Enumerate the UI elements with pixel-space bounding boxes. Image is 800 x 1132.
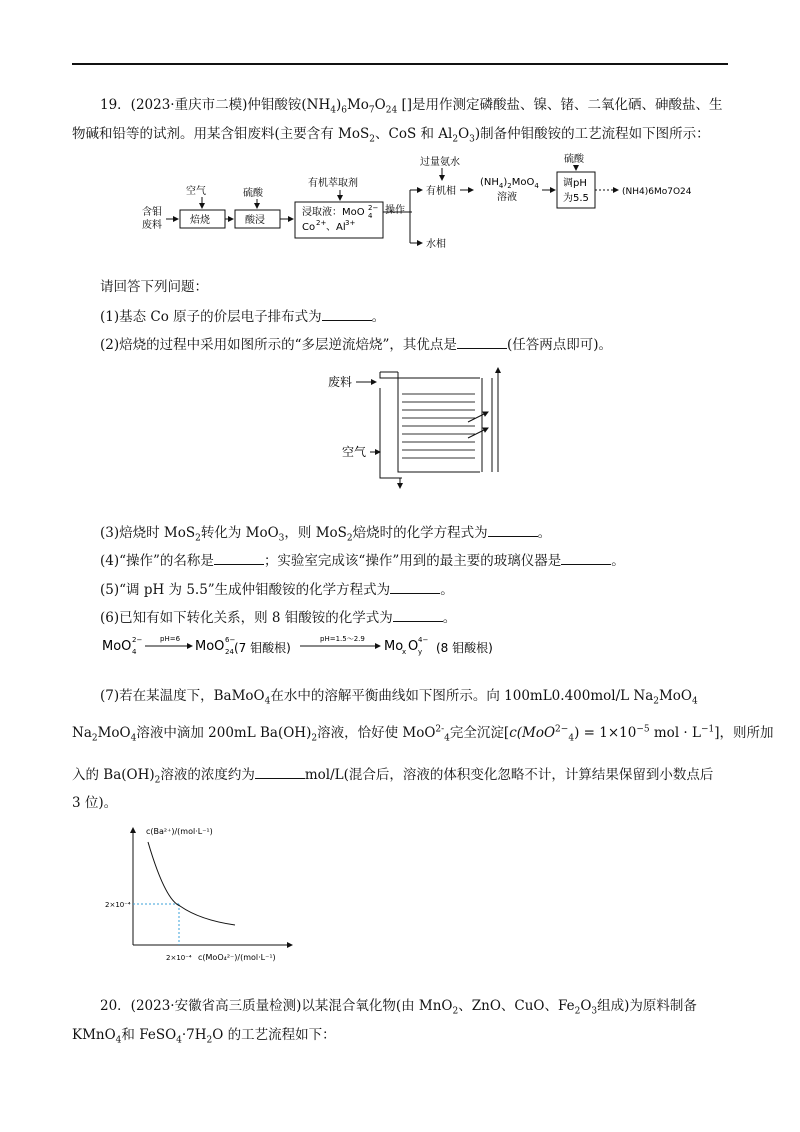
flow-air: 空气 [186,186,206,197]
furnace-waste-label: 废料 [328,375,353,389]
process-flow-diagram [130,150,710,250]
q20-line2: KMnO$_4$和 $FeSO_4\cdot 7H_2O$ 的工艺流程如下： [72,1027,336,1046]
svg-text:4: 4 [132,648,137,656]
flow-raw-1: 含钼 [142,207,162,218]
flow-ammonia: 过量氨水 [420,157,460,168]
header-rule [72,63,728,65]
svg-text:y: y [418,648,423,656]
molybdate-conversion [100,628,520,668]
q19-prompt: 请回答下列问题： [100,279,208,295]
q19-part7-line1: (7)若在某温度下，BaMoO$_4$在水中的溶解平衡曲线如下图所示。向 100mL0.400mol/L $Na_2MoO_4$ [100,688,698,707]
flow-acid2: 硫酸 [564,154,584,165]
svg-text:x: x [402,648,407,656]
x-axis-label: c(MoO₄²⁻)/(mol·L⁻¹) [198,953,276,962]
svg-text:4−: 4− [418,636,429,644]
answer-blank[interactable] [322,306,372,321]
flow-leachate-1: 浸取液：MoO [302,207,365,218]
q19-part5: (5)“调 pH 为 5.5”生成仲钼酸铵的化学方程式为 。 [100,579,454,600]
y-axis-label: c(Ba²⁺)/(mol·L⁻¹) [146,827,213,836]
flow-leachate-3: 、Al [326,222,346,233]
flow-leachate-2: Co [302,222,316,233]
flow-roast: 焙烧 [190,215,210,226]
furnace-diagram [320,360,520,495]
answer-blank[interactable] [457,334,507,349]
answer-blank[interactable] [393,607,443,622]
svg-text:2−: 2− [132,636,143,644]
svg-text:6−: 6− [225,636,236,644]
conv-mo7o24: MoO [195,639,225,654]
answer-blank[interactable] [561,550,611,565]
flow-solution: 溶液 [497,192,517,203]
x-tick-label: 2×10⁻⁴ [166,954,192,962]
flow-ammonium-molybdate: $(NH_4)_2MoO_4$ [480,177,539,190]
flow-acid: 硫酸 [243,188,263,199]
conv-name8: (8 钼酸根) [436,641,493,655]
flow-aqueous: 水相 [426,239,446,250]
q19-intro-line2: 物碱和铅等的试剂。用某含钼废料(主要含有 MoS$_2$、CoS 和 $Al_2O_3$)制备仲钼酸铵的工艺流程如下图所示： [72,126,710,145]
svg-text:2−: 2− [368,204,379,212]
answer-blank[interactable] [214,550,264,565]
flow-adjust-1: 调pH [563,178,587,189]
svg-text:24: 24 [225,648,234,656]
flow-operation: 操作 [385,205,405,216]
solubility-curve [148,842,235,925]
answer-blank[interactable] [390,579,440,594]
conv-name7: (7 钼酸根) [234,641,291,655]
flow-leach: 酸浸 [245,215,265,226]
svg-text:O: O [408,639,419,654]
conv-ph1: pH=6 [160,635,181,643]
flow-adjust-2: 为5.5 [563,193,589,204]
y-tick-label: 2×10⁻⁴ [105,901,131,909]
furnace-air-label: 空气 [342,445,367,459]
svg-text:2+: 2+ [316,219,327,227]
flow-product: (NH4)6Mo7O24 [622,187,692,197]
conv-moo4: MoO [102,639,132,654]
flow-organic: 有机相 [426,186,456,197]
q19-part7-line4: 3 位)。 [72,795,118,811]
flow-solvent: 有机萃取剂 [308,178,358,189]
answer-blank[interactable] [255,764,305,779]
svg-text:4: 4 [368,212,373,220]
q19-part1: (1)基态 Co 原子的价层电子排布式为 。 [100,306,385,327]
conv-moxoy: Mo [384,639,404,654]
q19-part3: (3)焙烧时 MoS$_2$转化为 MoO$_3$，则 MoS$_2$焙烧时的化学方程式为 。 [100,522,551,543]
q19-part4: (4)“操作”的名称是 ；实验室完成该“操作”用到的最主要的玻璃仪器是 。 [100,550,625,571]
q20-line1: 20．(2023·安徽省高三质量检测)以某混合氧化物(由 MnO$_2$、ZnO、CuO、$Fe_2O_3$组成)为原料制备 [100,998,697,1017]
q19-part7-line3: 入的 $Ba(OH)_2$溶液的浓度约为 mol/L(混合后，溶液的体积变化忽略不计，计算结果保留到小数点后 [72,764,713,785]
svg-text:3+: 3+ [345,219,356,227]
answer-blank[interactable] [488,522,538,537]
q19-intro-line1: 19．(2023·重庆市二模)仲钼酸铵$(NH_4)_6Mo_7O_{24}$ []是用作测定磷酸盐、镍、锗、二氧化硒、砷酸盐、生 [100,97,723,116]
q19-part7-line2: $Na_2MoO_4$溶液中滴加 200mL $Ba(OH)_2$溶液，恰好使 MoO$^{2-}_4$完全沉淀[$c(MoO^{2-}_4) = 1\times 10^{-5}$ mol · $L^{-1}$]，则所加 [72,724,774,744]
conv-ph2: pH=1.5～2.9 [320,635,365,643]
q19-part6: (6)已知有如下转化关系，则 8 钼酸铵的化学式为 。 [100,607,456,628]
flow-raw-2: 废料 [142,220,162,231]
q19-part2: (2)焙烧的过程中采用如图所示的“多层逆流焙烧”，其优点是 (任答两点即可)。 [100,334,612,355]
solubility-curve-graph [100,820,300,965]
